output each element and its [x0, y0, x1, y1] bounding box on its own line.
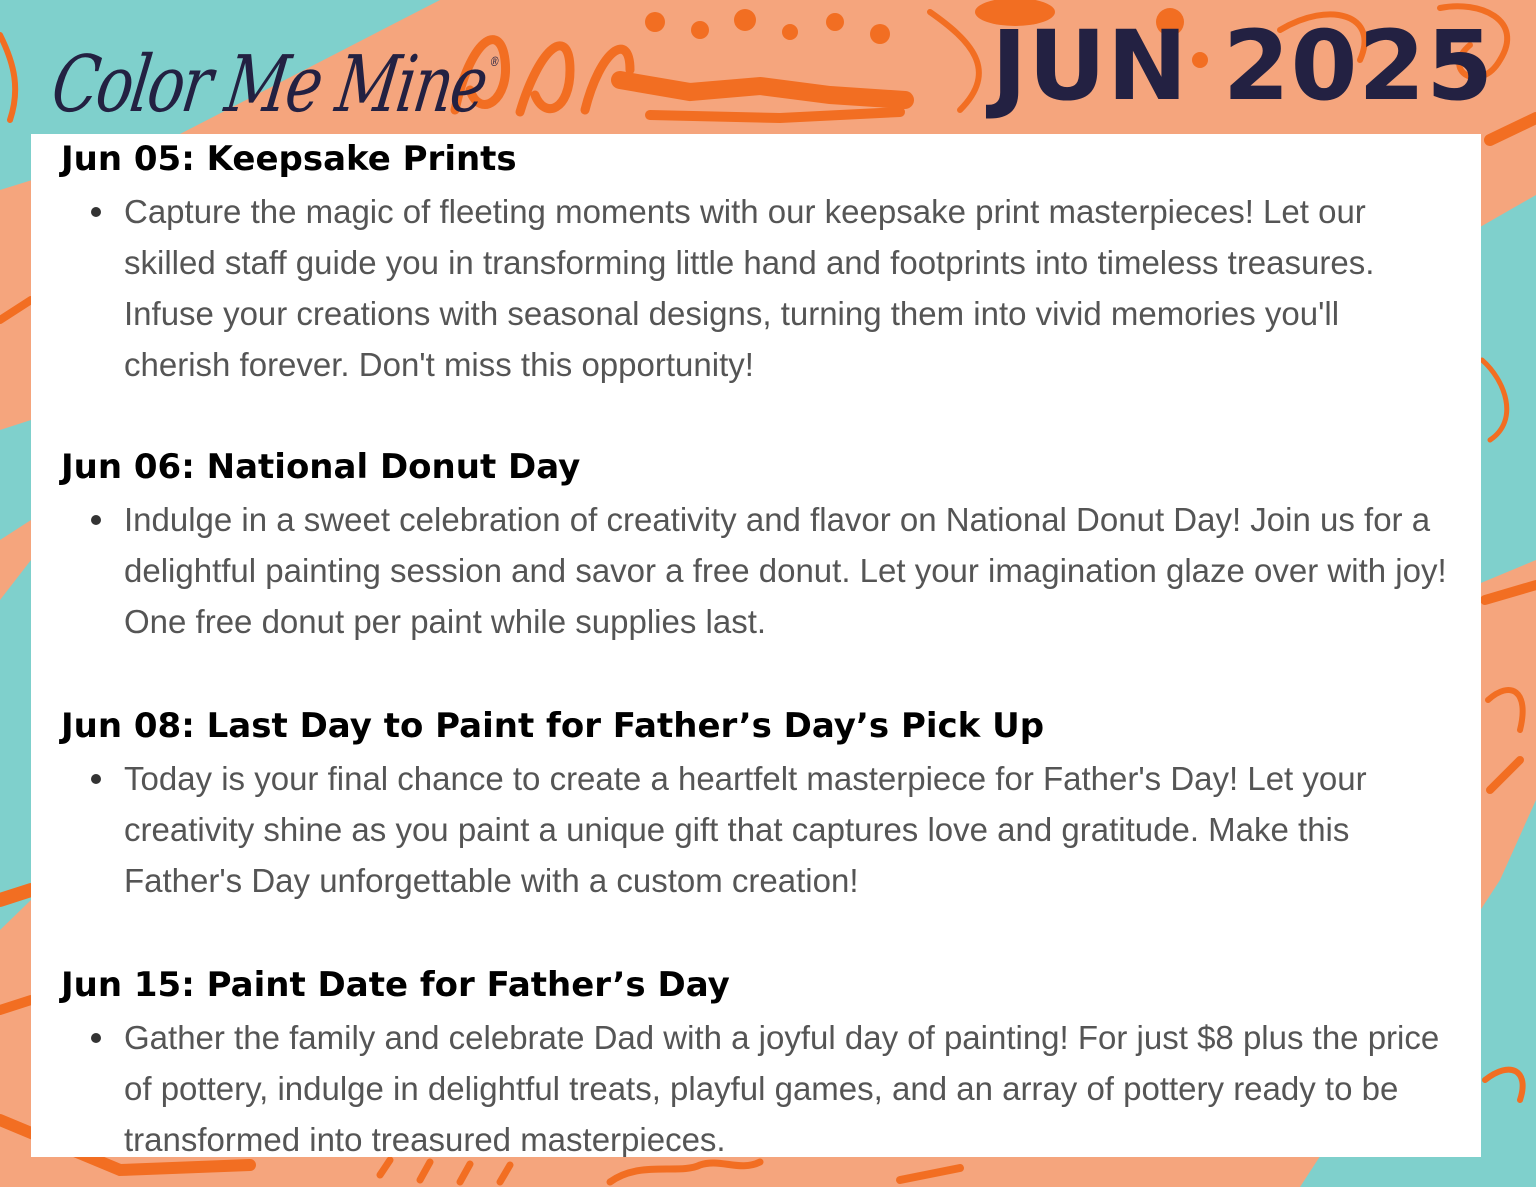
event-description: [124, 186, 1451, 390]
event-description-list: [61, 494, 1451, 647]
event-description-list: [61, 186, 1451, 390]
event-description-text: Gather the family and celebrate Dad with a joyful day of painting! For just $8 plus the price of pottery, indulge in delightful treats, playful games, and an array of pottery ready to be transformed into treasured masterpieces.: [124, 1019, 1440, 1157]
brand-logo: [46, 8, 499, 130]
event-description-text: Indulge in a sweet celebration of creativity and flavor on National Donut Day! Join us for a delightful painting session and savor a free donut. Let your imagination glaze over with joy! One free donut per paint while supplies last.: [124, 501, 1447, 640]
event-national-donut-day: [61, 442, 1451, 647]
event-description-list: [61, 753, 1451, 906]
spacer: [61, 390, 1451, 442]
spacer: [61, 647, 1451, 701]
event-title: Jun 08: Last Day to Paint for Father’s Day’s Pick Up: [61, 706, 1045, 746]
event-description: [124, 1012, 1451, 1157]
logo-wordmark: Color Me Mine: [46, 40, 492, 130]
event-keepsake-prints: [61, 134, 1451, 390]
event-description-text: Capture the magic of fleeting moments with our keepsake print masterpieces! Let our skilled staff guide you in transforming little hand and footprints into timeless treasures. Infuse your creations with seasonal designs, turning them into vivid memories you'll cherish forever. Don't miss this opportunity!: [124, 193, 1375, 383]
bullet-icon: [91, 207, 101, 217]
month-title: JUN 2025: [991, 10, 1494, 122]
event-fathers-day-last-day: [61, 701, 1451, 906]
bullet-icon: [91, 515, 101, 525]
event-title: Jun 06: National Donut Day: [61, 447, 581, 487]
spacer: [61, 906, 1451, 960]
event-description: [124, 494, 1451, 647]
registered-mark: ®: [488, 55, 499, 70]
event-description: [124, 753, 1451, 906]
events-panel: [31, 134, 1481, 1157]
event-description-text: Today is your final chance to create a heartfelt masterpiece for Father's Day! Let your creativity shine as you paint a unique gift that captures love and gratitude. Make this Father's Day unforgettable with a custom creation!: [124, 760, 1367, 899]
event-fathers-day-paint-date: [61, 960, 1451, 1157]
event-description-list: [61, 1012, 1451, 1157]
event-title: Jun 05: Keepsake Prints: [61, 139, 517, 179]
bullet-icon: [91, 1033, 101, 1043]
event-title: Jun 15: Paint Date for Father’s Day: [61, 965, 730, 1005]
bullet-icon: [91, 774, 101, 784]
